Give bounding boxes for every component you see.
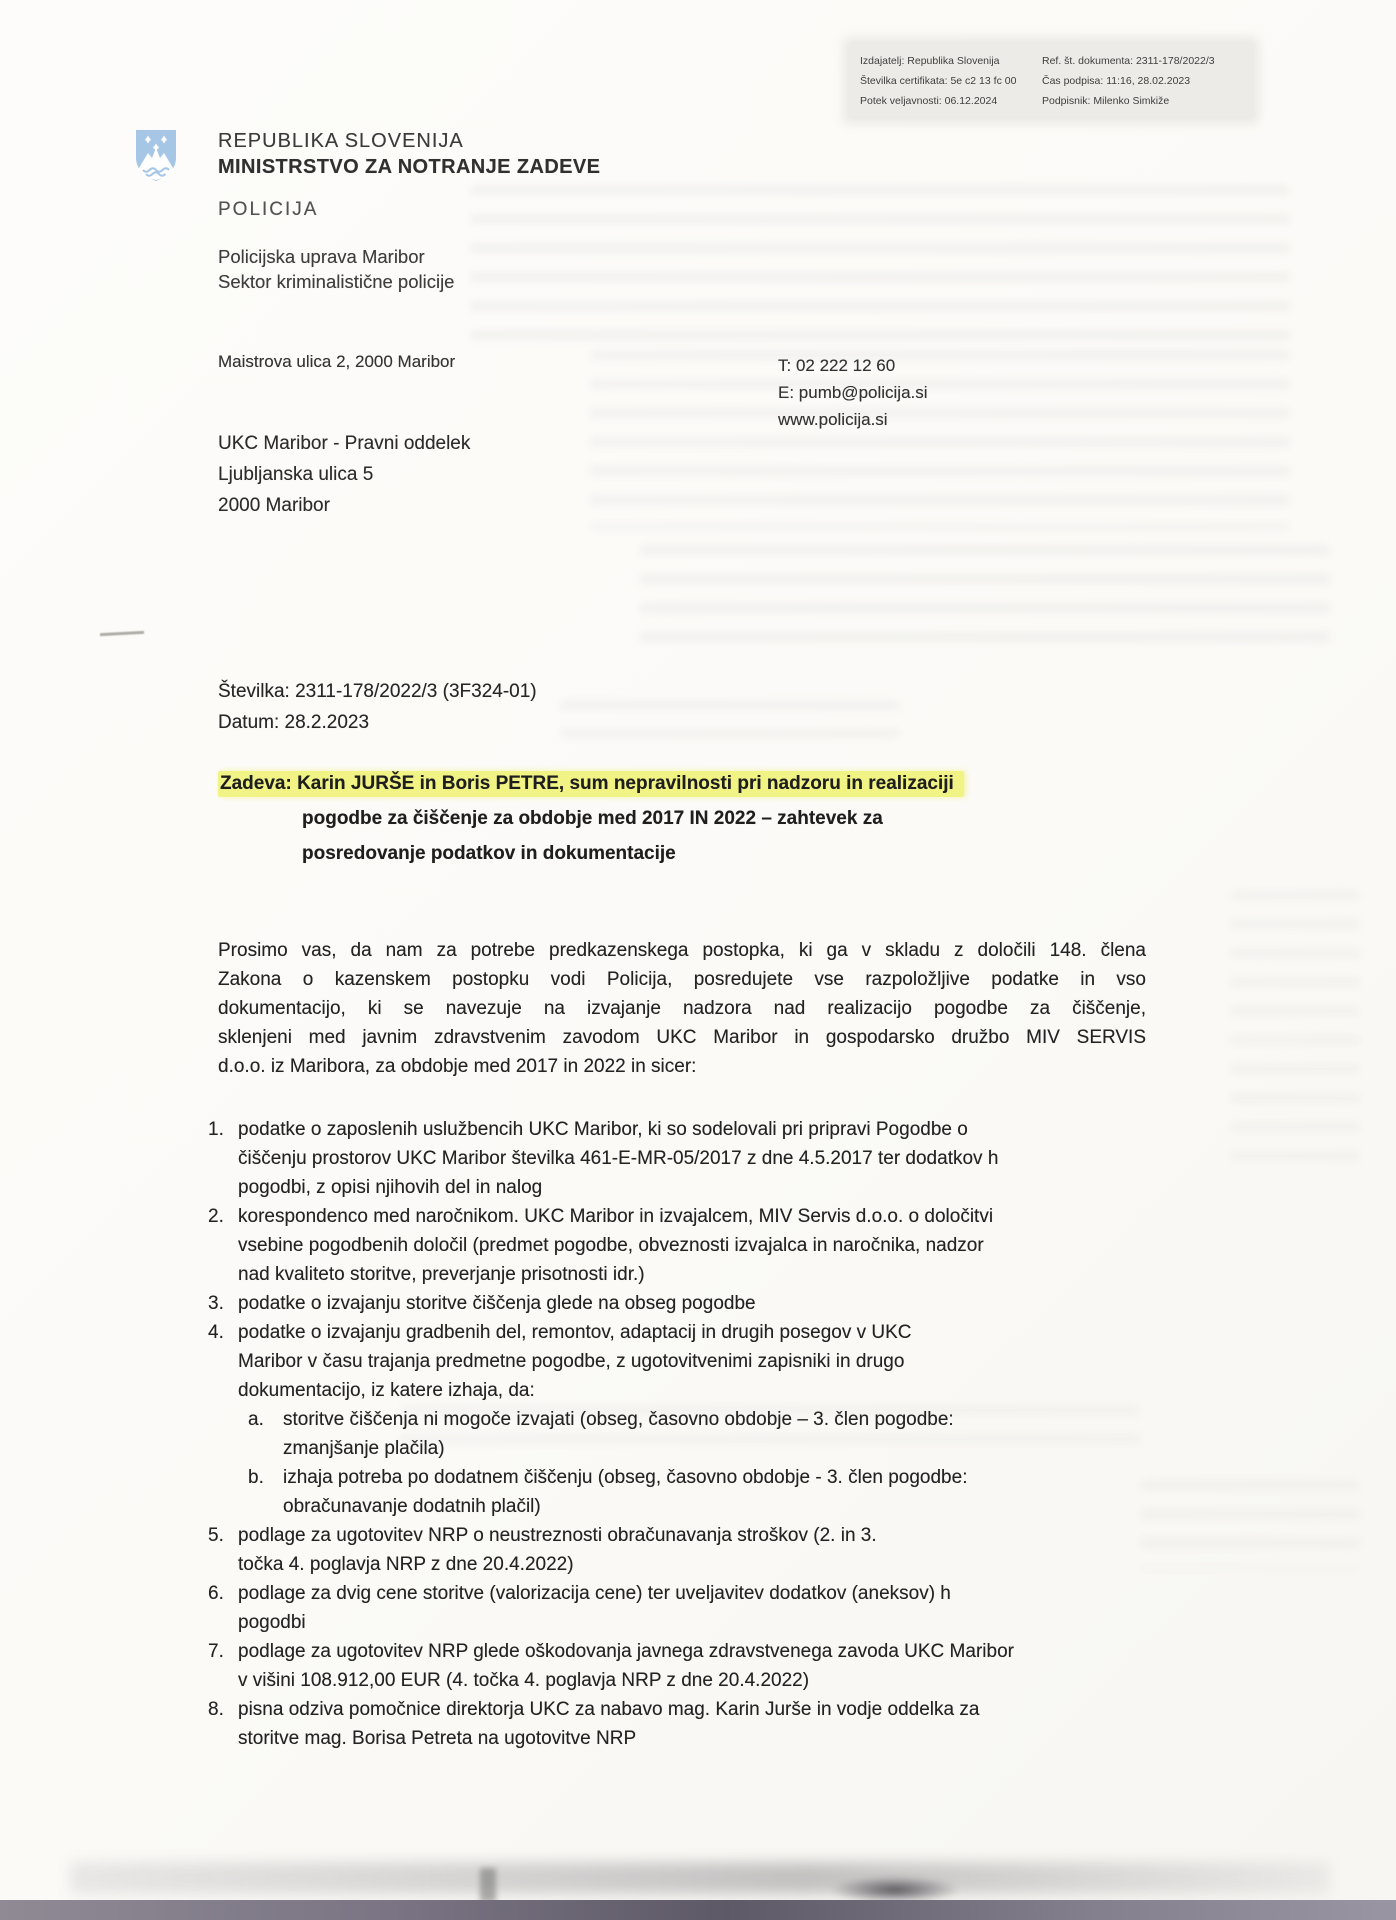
list-item-6 [208,1579,1168,1637]
list-item-number: 1. [208,1119,224,1140]
body-line: sklenjeni med javnim zdravstvenim zavodom UKC Maribor in gospodarsko družbo MIV SERVIS [218,1027,1146,1048]
body-line: Zakona o kazenskem postopku vodi Policija, posredujete vse razpoložljive podatke in vso [218,969,1146,990]
list-subitem-line: izhaja potreba po dodatnem čiščenju (obseg, časovno obdobje - 3. člen pogodbe: [283,1467,968,1488]
list-item-number: 6. [208,1583,224,1604]
list-item-8 [208,1695,1168,1753]
phone-number: T: 02 222 12 60 [778,356,896,375]
list-item-7 [208,1637,1168,1695]
list-item-line: pisna odziva pomočnice direktorja UKC za nabavo mag. Karin Jurše in vodje oddelka za [238,1699,980,1720]
list-item-line: Maribor v času trajanja predmetne pogodbe, z ugotovitvenimi zapisniki in drugo [238,1351,905,1372]
reference-block [218,676,537,738]
stamp-row [860,91,1242,111]
list-item-1 [208,1115,1168,1202]
list-item-line: nad kvaliteto storitve, preverjanje prisotnosti idr.) [238,1264,645,1285]
request-list [208,1115,1168,1753]
list-subitem-b [248,1463,1168,1521]
list-item-line: podatke o zaposlenih uslužbencih UKC Maribor, ki so sodelovali pri pripravi Pogodbe o [238,1119,968,1140]
document-date: Datum: 28.2.2023 [218,712,370,733]
list-item-number: 8. [208,1699,224,1720]
list-item-line: podlage za ugotovitev NRP glede oškodovanja javnega zdravstvenega zavoda UKC Maribor [238,1641,1014,1662]
bleed-through-text [590,350,1290,530]
list-subitem-letter: a. [248,1409,264,1430]
recipient-name: UKC Maribor - Pravni oddelek [218,433,471,454]
list-item-number: 3. [208,1293,224,1314]
scan-bottom-smudge [70,1862,1330,1894]
bleed-through-text [470,185,1290,345]
list-item-3 [208,1289,1168,1318]
stamp-issuer: Izdajatelj: Republika Slovenija [860,55,1000,67]
stamp-ref-number: Ref. št. dokumenta: 2311-178/2022/3 [1042,55,1215,67]
list-subitem-line: obračunavanje dodatnih plačil) [283,1496,541,1517]
body-line: dokumentacijo, ki se navezuje na izvajanje nadzora nad realizacijo pogodbe za čiščenje, [218,998,1146,1019]
slovenia-coat-of-arms-icon [133,128,179,184]
list-item-5 [208,1521,1168,1579]
sender-address: Maistrova ulica 2, 2000 Maribor [218,352,456,371]
list-item-number: 2. [208,1206,224,1227]
subject-line: pogodbe za čiščenje za obdobje med 2017 IN 2022 – zahtevek za [302,808,883,829]
list-item-4 [208,1318,1168,1405]
police-directorate: Policijska uprava Maribor [218,246,425,267]
list-item-line: pogodbi [238,1612,306,1633]
list-item-line: podlage za ugotovitev NRP o neustreznosti obračunavanja stroškov (2. in 3. [238,1525,877,1546]
list-item-number: 7. [208,1641,224,1662]
list-item-line: dokumentacijo, iz katere izhaja, da: [238,1380,535,1401]
list-item-line: korespondenco med naročnikom. UKC Maribor in izvajalcem, MIV Servis d.o.o. o določitvi [238,1206,994,1227]
list-item-line: podatke o izvajanju gradbenih del, remontov, adaptacij in drugih posegov v UKC [238,1322,912,1343]
list-item-line: točka 4. poglavja NRP z dne 20.4.2022) [238,1554,574,1575]
body-paragraph [218,936,1146,1081]
list-item-number: 5. [208,1525,224,1546]
highlight-marker: Zadeva: Karin JURŠE in Boris PETRE, sum nepravilnosti pri nadzoru in realizaciji [218,771,964,797]
website-url: www.policija.si [778,410,888,429]
list-item-line: v višini 108.912,00 EUR (4. točka 4. poglavja NRP z dne 20.4.2022) [238,1670,810,1691]
scan-artifact-dash [100,631,144,636]
list-item-line: vsebine pogodbenih določil (predmet pogodbe, obveznosti izvajalca in naročnika, nadzor [238,1235,984,1256]
list-item-number: 4. [208,1322,224,1343]
list-item-line: storitve mag. Borisa Petreta na ugotovitve NRP [238,1728,637,1749]
body-line: Prosimo vas, da nam za potrebe predkazenskega postopka, ki ga v skladu z določili 148. člena [218,940,1146,961]
bleed-through-text [640,545,1330,645]
list-subitem-line: storitve čiščenja ni mogoče izvajati (obseg, časovno obdobje – 3. člen pogodbe: [283,1409,954,1430]
scan-artifact-blob [480,1868,496,1902]
subject-block [218,766,964,871]
police-sector: Sektor kriminalistične policije [218,271,455,292]
subject-line: posredovanje podatkov in dokumentacije [302,843,676,864]
list-item-line: podlage za dvig cene storitve (valorizacija cene) ter uveljavitev dodatkov (aneksov) h [238,1583,951,1604]
digital-signature-stamp [850,44,1252,117]
stamp-signer: Podpisnik: Milenko Simkiže [1042,95,1170,107]
bleed-through-text [560,700,900,738]
recipient-city: 2000 Maribor [218,495,330,516]
stamp-signing-time: Čas podpisa: 11:16, 28.02.2023 [1042,75,1191,87]
country-name: REPUBLIKA SLOVENIJA [218,130,464,152]
ministry-name: MINISTRSTVO ZA NOTRANJE ZADEVE [218,156,601,178]
list-item-2 [208,1202,1168,1289]
email-address: E: pumb@policija.si [778,383,928,402]
bleed-through-text [1230,890,1360,1170]
list-item-line: čiščenju prostorov UKC Maribor številka 461-E-MR-05/2017 z dne 4.5.2017 ter dodatkov h [238,1148,999,1169]
stamp-certificate-number: Številka certifikata: 5e c2 13 fc 00 [860,75,1017,87]
stamp-row [860,51,1242,71]
body-line: d.o.o. iz Maribora, za obdobje med 2017 in 2022 in sicer: [218,1056,697,1077]
recipient-street: Ljubljanska ulica 5 [218,464,374,485]
scan-edge-strip [0,1900,1396,1920]
contact-block [778,352,928,433]
list-subitem-letter: b. [248,1467,264,1488]
stamp-validity: Potek veljavnosti: 06.12.2024 [860,95,998,107]
list-item-line: podatke o izvajanju storitve čiščenja glede na obseg pogodbe [238,1293,756,1314]
recipient-block [218,428,470,521]
document-number: Številka: 2311-178/2022/3 (3F324-01) [218,681,537,702]
organization-name: POLICIJA [218,199,319,220]
subject-line-highlighted [218,766,964,801]
list-subitem-a [248,1405,1168,1463]
bleed-through-text [1140,1480,1360,1570]
list-subitem-line: zmanjšanje plačila) [283,1438,445,1459]
stamp-row [860,71,1242,91]
list-item-line: pogodbi, z opisi njihovih del in nalog [238,1177,543,1198]
